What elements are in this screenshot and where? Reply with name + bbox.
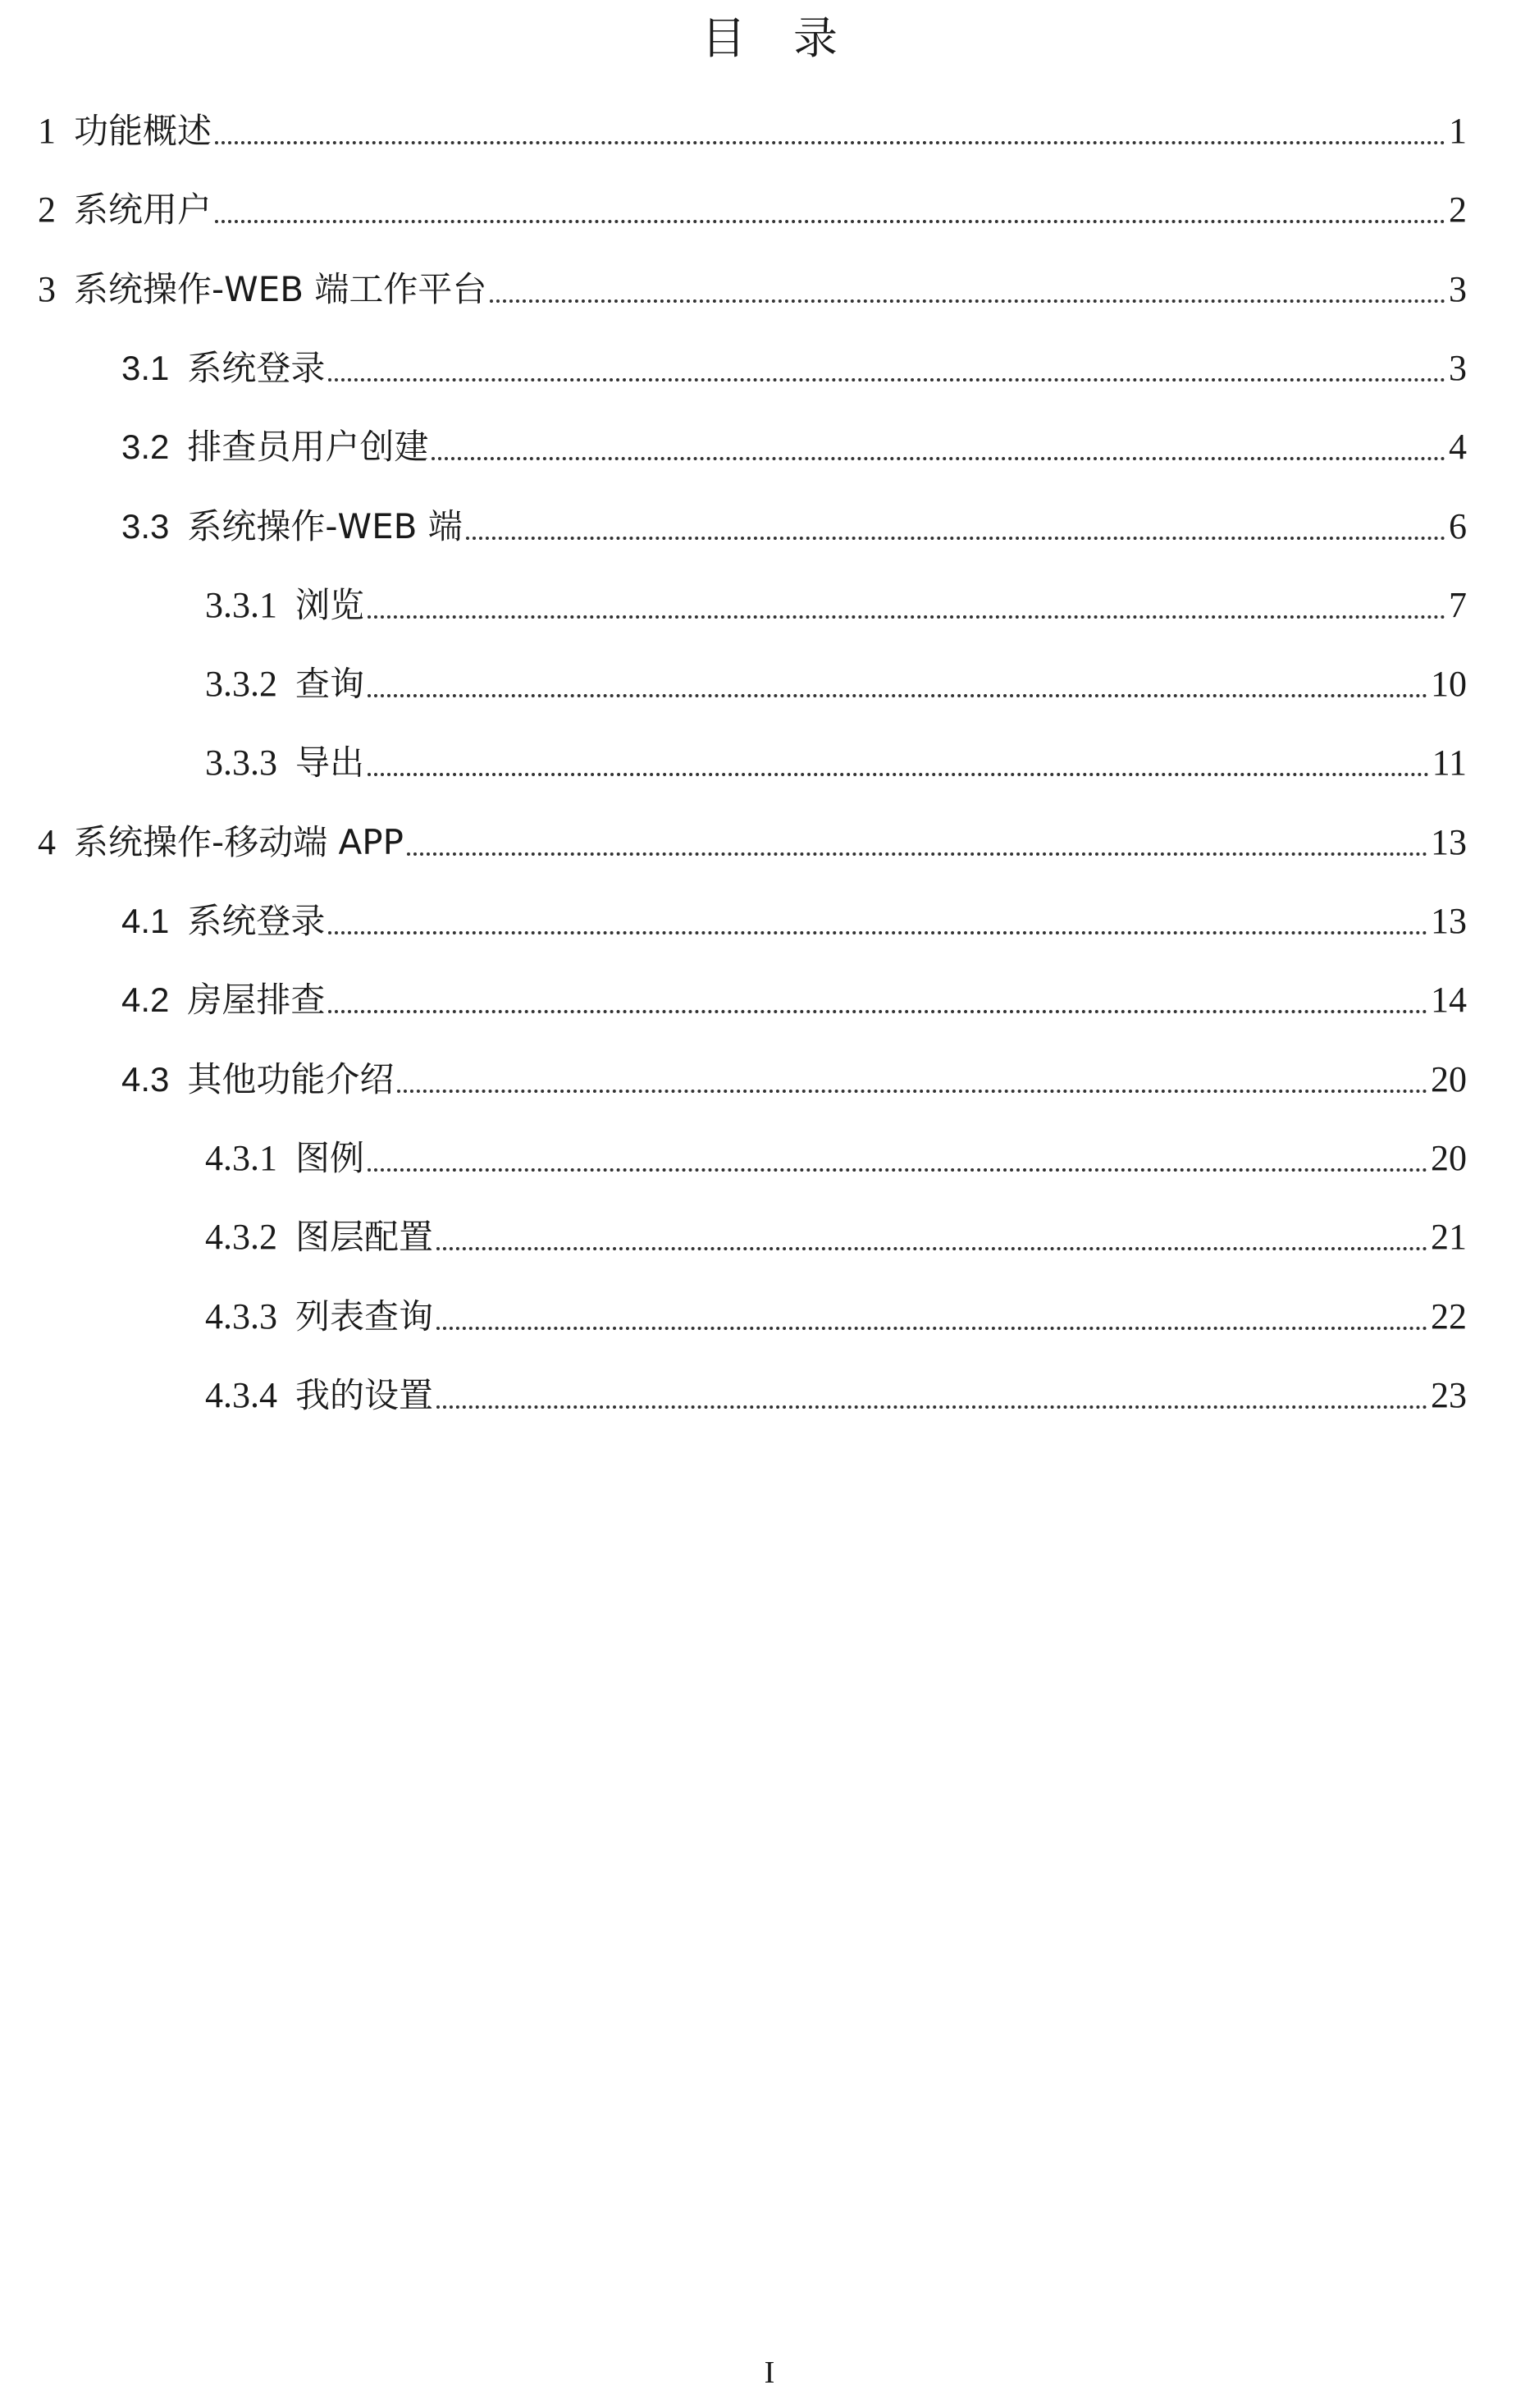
toc-entry[interactable]: [205, 737, 1467, 786]
toc-dot-leader: [436, 1327, 1427, 1330]
toc-entry-label: 房屋排查: [187, 980, 326, 1021]
toc-dot-leader: [215, 220, 1445, 223]
toc-dot-leader: [328, 378, 1445, 382]
toc-entry-page: 6: [1449, 505, 1467, 546]
toc-entry-number: 4.3.3: [205, 1295, 277, 1337]
toc-entry-number: 4.3: [121, 1059, 170, 1099]
toc-entry[interactable]: [121, 1053, 1467, 1103]
toc-entry-label: 图层配置: [295, 1217, 434, 1258]
toc-entry-label: 我的设置: [295, 1374, 434, 1415]
toc-entry[interactable]: [121, 974, 1467, 1023]
toc-dot-leader: [397, 1090, 1427, 1093]
toc-entry-number: 4: [38, 821, 56, 862]
toc-dot-leader: [368, 773, 1429, 776]
toc-dot-leader: [368, 1168, 1427, 1172]
toc-entry-number: 3.3.3: [205, 743, 277, 784]
toc-entry[interactable]: [121, 895, 1467, 944]
toc-entry-page: 1: [1449, 111, 1467, 151]
toc-dot-leader: [436, 1247, 1427, 1250]
toc-entry-label: 列表查询: [295, 1295, 434, 1337]
toc-entry-page: 3: [1449, 268, 1467, 309]
toc-entry[interactable]: [205, 1211, 1467, 1260]
toc-dot-leader: [407, 852, 1427, 856]
toc-entry-label: 系统登录: [187, 347, 326, 388]
toc-entry-number: 4.3.2: [205, 1217, 277, 1258]
toc-dot-leader: [328, 1010, 1427, 1013]
toc-entry-page: 22: [1431, 1295, 1467, 1337]
toc-heading-char-2: 录: [793, 11, 838, 64]
toc-entry-number: 4.1: [121, 902, 170, 940]
toc-entry[interactable]: [205, 579, 1467, 628]
toc-entry[interactable]: [121, 342, 1467, 391]
toc-entry-number: 3.3: [121, 506, 170, 546]
toc-entry-number: 3.3.1: [205, 584, 277, 625]
toc-entry-page: 7: [1449, 584, 1467, 625]
toc-entry-label: 系统登录: [187, 901, 326, 941]
toc-entry-number: 3.1: [121, 348, 170, 387]
toc-entry-label: 系统用户: [74, 190, 212, 231]
toc-entry-label: 其他功能介绍: [187, 1058, 395, 1099]
toc-entry[interactable]: [38, 816, 1467, 866]
toc-entry[interactable]: [205, 658, 1467, 707]
toc-entry[interactable]: [205, 1132, 1467, 1181]
toc-entry-number: 3: [38, 268, 56, 309]
toc-entry-number: 1: [38, 111, 56, 151]
toc-entry-page: 21: [1431, 1217, 1467, 1258]
toc-dot-leader: [215, 141, 1445, 144]
toc-entry-page: 3: [1449, 347, 1467, 388]
toc-entry-page: 13: [1431, 901, 1467, 941]
toc-dot-leader: [368, 615, 1445, 619]
toc-entry-label: 系统操作-WEB 端工作平台: [74, 268, 487, 309]
toc-entry-label: 系统操作-WEB 端: [187, 505, 463, 546]
toc-dot-leader: [436, 1405, 1427, 1409]
toc-entry-number: 3.2: [121, 427, 170, 467]
toc-entry-label: 浏览: [295, 584, 365, 625]
toc-heading-char-1: 目: [701, 11, 746, 64]
toc-entry-label: 功能概述: [74, 111, 212, 151]
toc-entry-page: 10: [1431, 664, 1467, 705]
toc-entry[interactable]: [121, 421, 1467, 470]
toc-entry-label: 系统操作-移动端 APP: [74, 821, 404, 862]
toc-entry-page: 4: [1449, 427, 1467, 468]
toc-entry[interactable]: [205, 1291, 1467, 1340]
toc-entry-page: 23: [1431, 1374, 1467, 1415]
toc-entry[interactable]: [38, 263, 1467, 313]
toc-dot-leader: [368, 694, 1427, 697]
toc-entry-number: 3.3.2: [205, 664, 277, 705]
toc-entry[interactable]: [205, 1369, 1467, 1419]
toc-entry-number: 2: [38, 190, 56, 231]
toc-entry-number: 4.3.4: [205, 1374, 277, 1415]
toc-dot-leader: [490, 299, 1445, 303]
toc-heading: [0, 2, 1539, 67]
toc-entry-page: 13: [1431, 821, 1467, 862]
toc-dot-leader: [466, 537, 1445, 540]
toc-entry[interactable]: [38, 184, 1467, 233]
toc-dot-leader: [328, 931, 1427, 934]
toc-entry[interactable]: [38, 105, 1467, 154]
toc-entry-number: 4.2: [121, 980, 170, 1020]
toc-entry-label: 导出: [295, 743, 365, 784]
toc-entry-label: 查询: [295, 664, 365, 705]
toc-entry-page: 2: [1449, 190, 1467, 231]
footer-page-number: I: [764, 2355, 775, 2390]
toc-entry-label: 排查员用户创建: [187, 427, 429, 468]
toc-entry-label: 图例: [295, 1137, 365, 1178]
toc-entry-page: 14: [1431, 980, 1467, 1021]
toc-entry-number: 4.3.1: [205, 1137, 277, 1178]
toc-entry[interactable]: [121, 500, 1467, 550]
toc-entry-page: 11: [1432, 743, 1467, 784]
toc-dot-leader: [432, 457, 1445, 460]
toc-entry-page: 20: [1431, 1058, 1467, 1099]
toc-entry-page: 20: [1431, 1137, 1467, 1178]
